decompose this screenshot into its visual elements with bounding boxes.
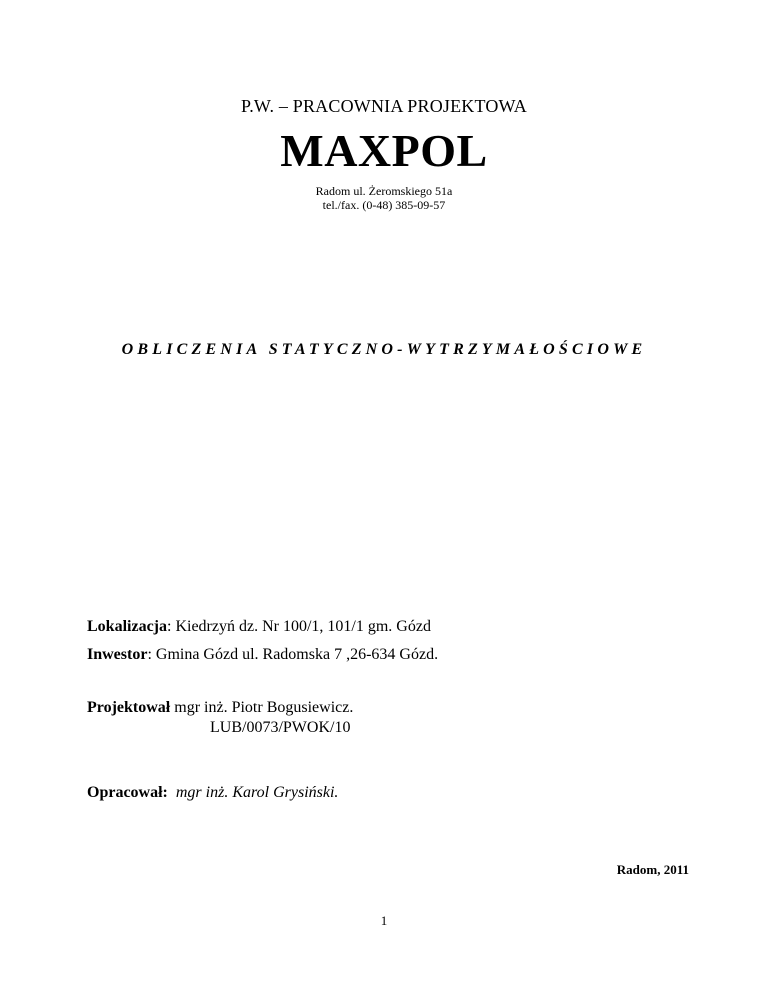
company-type-line: P.W. – PRACOWNIA PROJEKTOWA xyxy=(241,96,527,116)
prepared-value: mgr inż. Karol Grysiński. xyxy=(175,784,339,801)
prepared-by-row xyxy=(87,784,338,802)
company-name: MAXPOL xyxy=(280,125,488,176)
designer-row xyxy=(87,699,353,717)
company-address: Radom ul. Żeromskiego 51a xyxy=(315,184,453,198)
designer-value: mgr inż. Piotr Bogusiewicz. xyxy=(170,699,354,716)
location-value: : Kiedrzyń dz. Nr 100/1, 101/1 gm. Gózd xyxy=(167,618,431,635)
investor-value: : Gmina Gózd ul. Radomska 7 ,26-634 Gózd. xyxy=(147,646,439,663)
investor-row xyxy=(87,646,438,664)
designer-license: LUB/0073/PWOK/10 xyxy=(210,719,351,736)
investor-label: Inwestor xyxy=(87,646,148,663)
location-row xyxy=(87,618,431,636)
company-phone: tel./fax. (0-48) 385-09-57 xyxy=(322,198,446,212)
page-number: 1 xyxy=(380,913,388,928)
document-title: OBLICZENIA STATYCZNO-WYTRZYMAŁOŚCIOWE xyxy=(121,341,647,358)
designer-label: Projektował xyxy=(87,699,171,716)
place-date: Radom, 2011 xyxy=(616,862,689,877)
prepared-label: Opracował: xyxy=(87,784,168,801)
location-label: Lokalizacja xyxy=(87,618,167,635)
